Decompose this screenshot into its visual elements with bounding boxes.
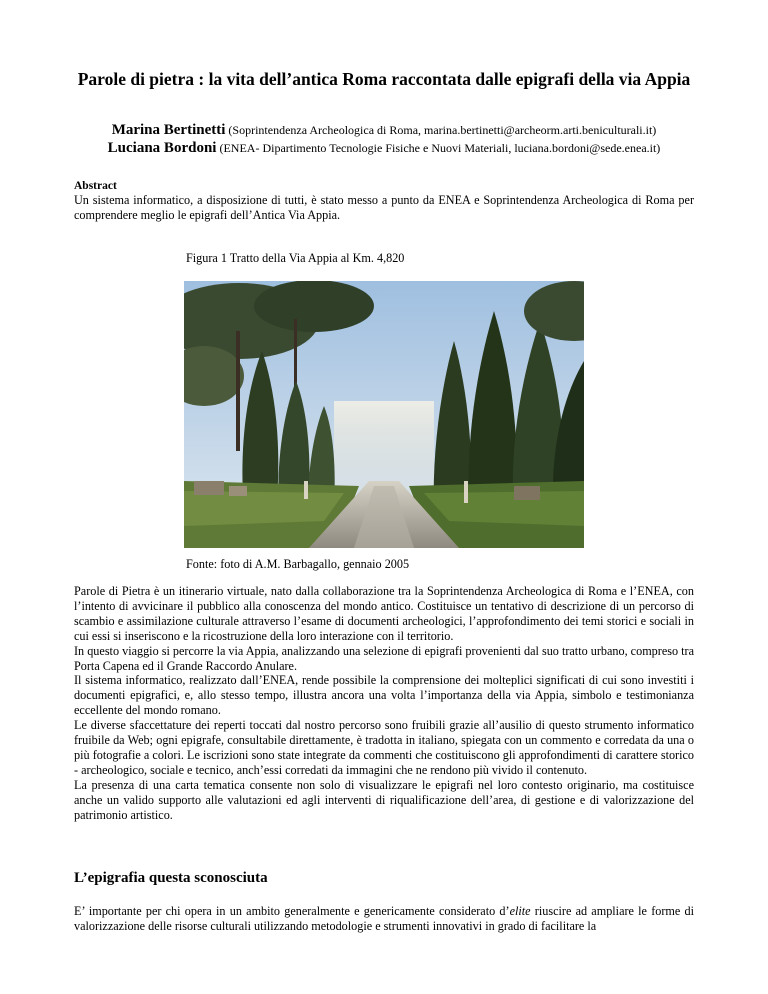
section-heading: L’epigrafia questa sconosciuta — [74, 870, 268, 886]
paragraph: Il sistema informatico, realizzato dall’ENEA, rende possibile la comprensione dei molteplici significati di cui sono investiti i documenti epigrafici, e, allo stesso tempo, illustra ancora una volta l’importanza della via Appia, simbolo e testimonianza eccellente del mondo romano. — [74, 673, 694, 718]
author-name: Luciana Bordoni — [107, 140, 217, 156]
author-2 — [74, 140, 694, 156]
paragraph: Le diverse sfaccettature dei reperti toccati dal nostro percorso sono fruibili grazie all’ausilio di questo strumento informatico fruibile da Web; ogni epigrafe, consultabile direttamente, è tradotta in italiano, spiegata con un commento e corredata da una o più fotografie a colori. Le iscrizioni sono state integrate da commenti che costituiscono gli approfondimenti di carattere storico - archeologico, sociale e tecnico, anch’essi corredati da immagini che ne rendono più vivido il contenuto. — [74, 718, 694, 777]
abstract-text: Un sistema informatico, a disposizione di tutti, è stato messo a punto da ENEA e Soprintendenza Archeologica di Roma per comprendere meglio le epigrafi dell’Antica Via Appia. — [74, 193, 694, 222]
body-text — [74, 584, 694, 823]
section-text-italic: elite — [509, 904, 531, 918]
figure-source: Fonte: foto di A.M. Barbagallo, gennaio 2005 — [186, 557, 410, 571]
section-text-end: riuscire ad ampliare le forme di valorizzazione delle risorse culturali utilizzando metodologie e strumenti innovativi in grado di facilitare la — [74, 904, 694, 933]
author-1 — [74, 122, 694, 138]
section-text-start: E’ importante per chi opera in un ambito generalmente e genericamente considerato d’ — [74, 904, 510, 918]
section-text — [74, 904, 694, 934]
paragraph: Parole di Pietra è un itinerario virtuale, nato dalla collaborazione tra la Soprintendenza Archeologica di Roma e l’ENEA, con l’intento di avvicinare il pubblico alla conoscenza del mondo antico. Costituisce un tentativo di descrizione di un percorso di scambio e assimilazione culturale attraverso l’esame di documenti archeologici, l’approfondimento dei temi storici e sociali in cui essi si inseriscono e la ricostruzione della loro interazione con il territorio. — [74, 584, 694, 643]
author-affiliation: (Soprintendenza Archeologica di Roma, marina.bertinetti@archeorm.arti.beniculturali.it) — [228, 123, 657, 137]
author-affiliation: (ENEA- Dipartimento Tecnologie Fisiche e Nuovi Materiali, luciana.bordoni@sede.enea.it) — [219, 141, 661, 155]
figure-caption: Figura 1 Tratto della Via Appia al Km. 4,820 — [186, 251, 405, 265]
paragraph: In questo viaggio si percorre la via Appia, analizzando una selezione di epigrafi provenienti dal suo tratto urbano, compreso tra Porta Capena ed il Grande Raccordo Anulare. — [74, 643, 694, 673]
via-appia-photo — [184, 281, 584, 548]
author-name: Marina Bertinetti — [111, 122, 226, 138]
paper-title: Parole di pietra : la vita dell’antica Roma raccontata dalle epigrafi della via Appia — [77, 69, 691, 89]
paragraph: La presenza di una carta tematica consente non solo di visualizzare le epigrafi nel loro contesto originario, ma costituisce anche un valido supporto alle valutazioni ed agli interventi di riqualificazione dell’area, di gestione e di valorizzazione del patrimonio artistico. — [74, 777, 694, 822]
abstract-heading: Abstract — [74, 180, 117, 192]
